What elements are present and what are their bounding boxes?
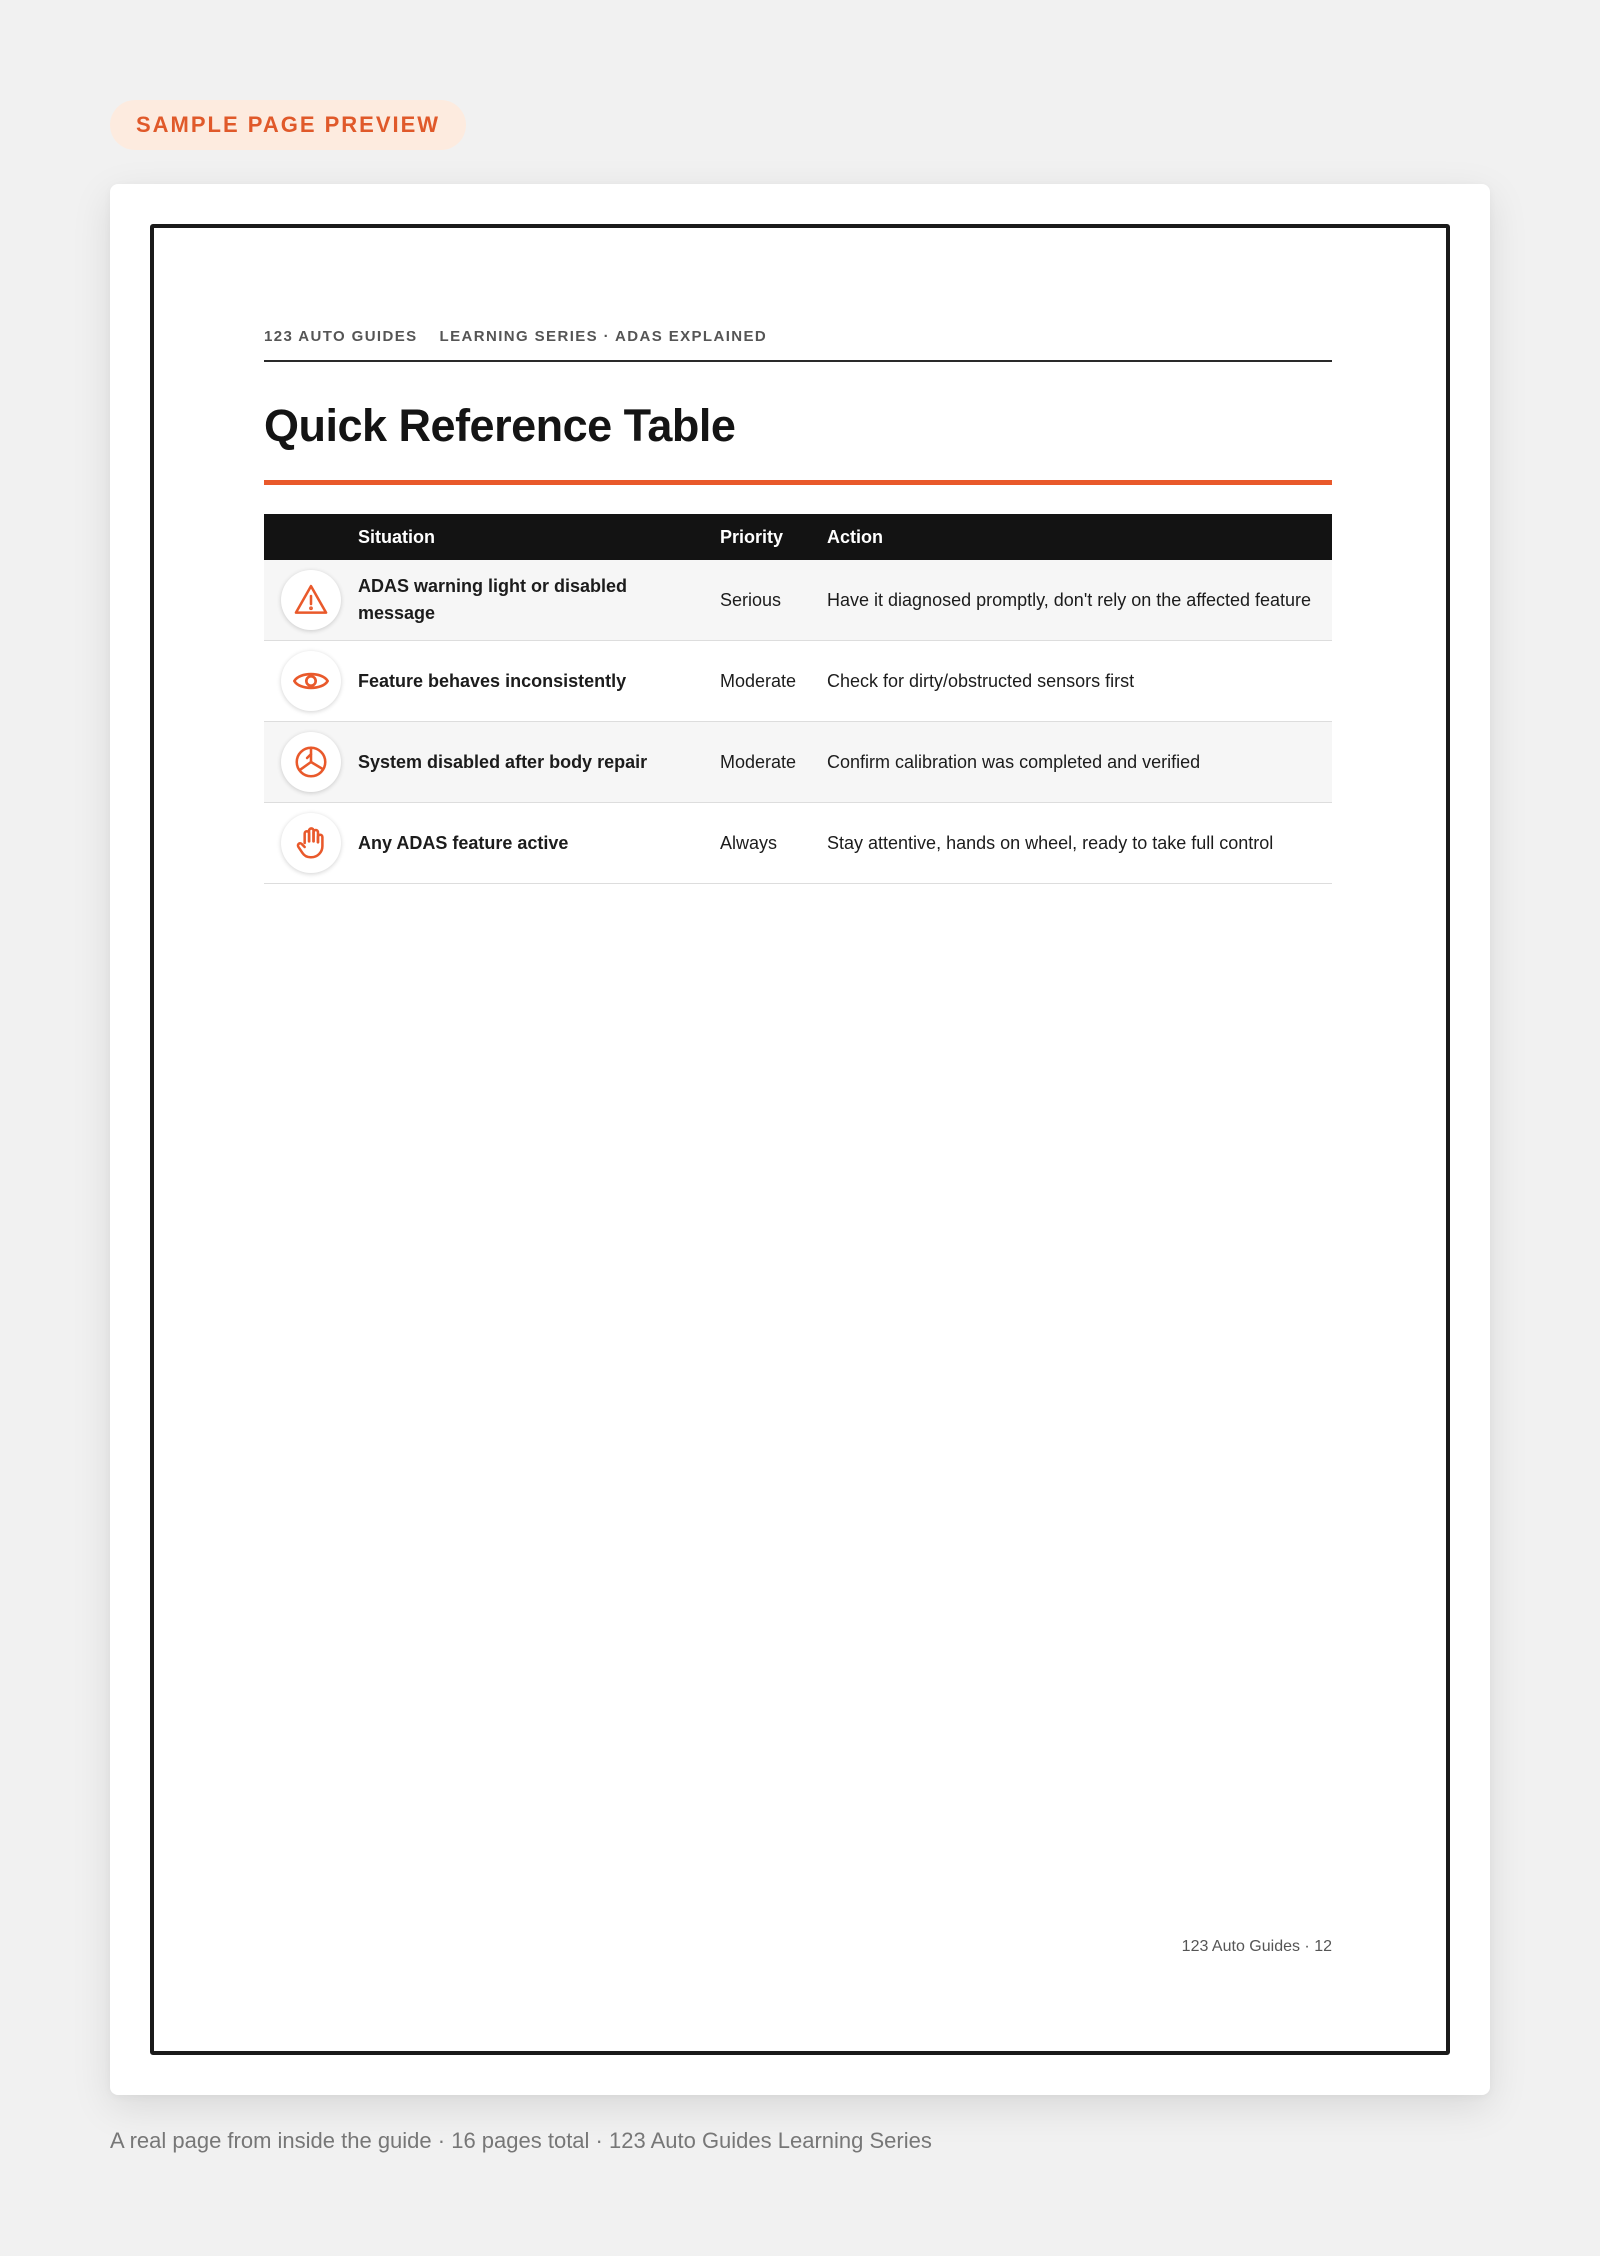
eye-icon xyxy=(281,651,341,711)
priority-cell: Serious xyxy=(720,560,827,641)
calibration-icon xyxy=(281,732,341,792)
table-row xyxy=(264,641,1332,722)
action-cell: Check for dirty/obstructed sensors first xyxy=(827,641,1332,722)
table-header-row xyxy=(264,514,1332,560)
running-header xyxy=(264,328,1332,362)
column-header-situation: Situation xyxy=(358,526,435,547)
situation-cell: Feature behaves inconsistently xyxy=(358,641,720,722)
sample-preview-badge: SAMPLE PAGE PREVIEW xyxy=(110,100,466,150)
icon-cell xyxy=(264,560,358,641)
priority-cell: Moderate xyxy=(720,641,827,722)
action-cell: Have it diagnosed promptly, don't rely on the affected feature xyxy=(827,560,1332,641)
page-title: Quick Reference Table xyxy=(264,400,736,451)
header-series: LEARNING SERIES · ADAS EXPLAINED xyxy=(439,328,768,345)
action-cell: Confirm calibration was completed and verified xyxy=(827,722,1332,803)
table-row xyxy=(264,722,1332,803)
column-header-icon xyxy=(264,514,358,560)
situation-cell: System disabled after body repair xyxy=(358,722,720,803)
preview-caption: A real page from inside the guide · 16 pages total · 123 Auto Guides Learning Series xyxy=(110,2128,932,2153)
column-header-priority: Priority xyxy=(720,526,784,547)
page-footer: 123 Auto Guides · 12 xyxy=(1181,1938,1332,1955)
action-cell: Stay attentive, hands on wheel, ready to take full control xyxy=(827,803,1332,884)
situation-cell: ADAS warning light or disabled message xyxy=(358,560,720,641)
preview-card xyxy=(110,184,1490,2095)
priority-cell: Moderate xyxy=(720,722,827,803)
title-accent-rule xyxy=(264,480,1332,485)
icon-cell xyxy=(264,641,358,722)
guide-page xyxy=(150,224,1450,2055)
priority-cell: Always xyxy=(720,803,827,884)
warning-triangle-icon xyxy=(281,570,341,630)
hand-icon xyxy=(281,813,341,873)
table-row xyxy=(264,560,1332,641)
header-brand: 123 AUTO GUIDES xyxy=(264,328,418,345)
column-header-action: Action xyxy=(827,526,883,547)
situation-cell: Any ADAS feature active xyxy=(358,803,720,884)
icon-cell xyxy=(264,722,358,803)
icon-cell xyxy=(264,803,358,884)
table-row xyxy=(264,803,1332,884)
quick-reference-table xyxy=(264,514,1332,884)
